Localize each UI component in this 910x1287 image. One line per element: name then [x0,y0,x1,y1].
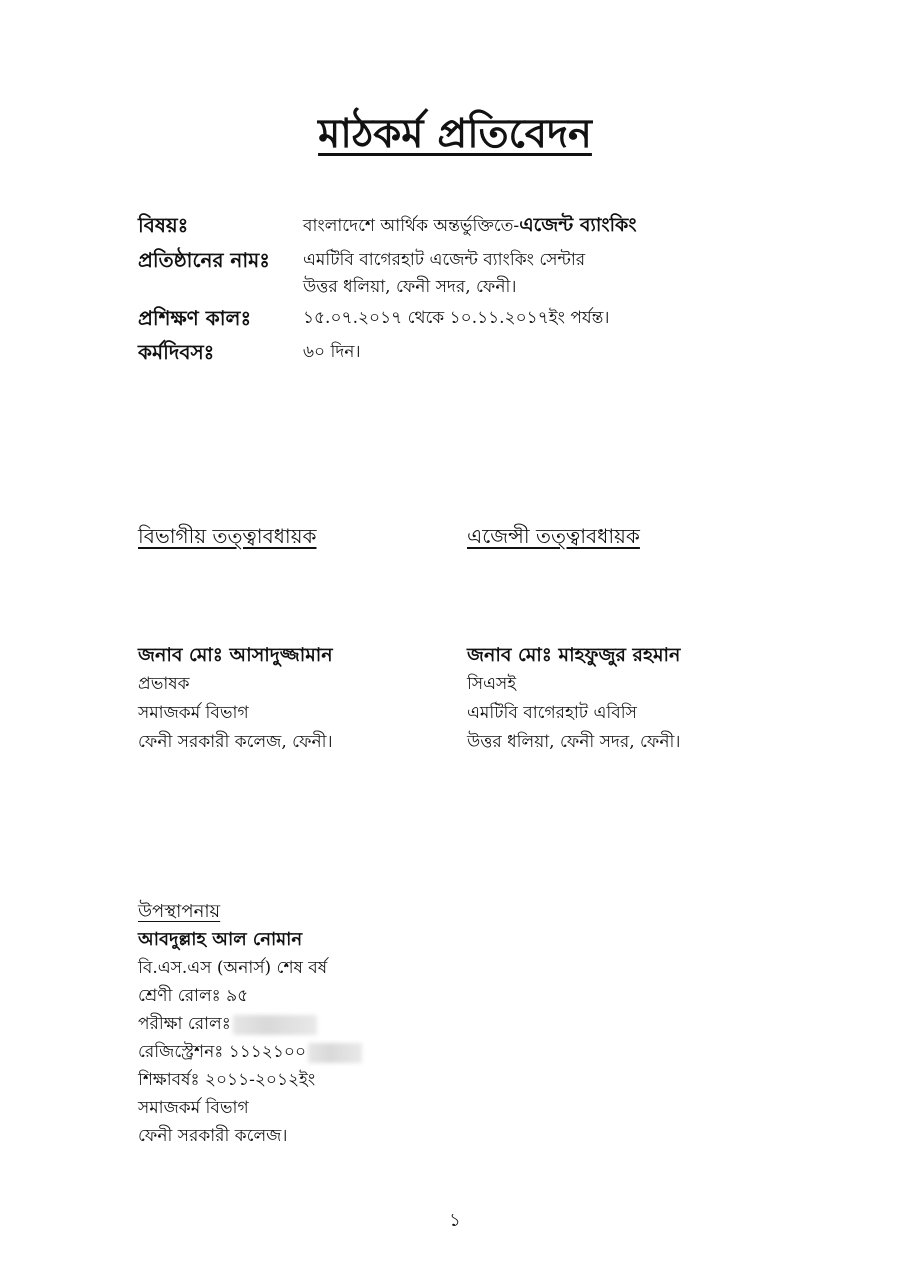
departmental-supervisor-institution: ফেনী সরকারী কলেজ, ফেনী। [138,732,333,752]
presenter-name: আবদুল্লাহ আল নোমান [138,929,303,950]
presenter-institution: ফেনী সরকারী কলেজ। [138,1126,288,1146]
presenter-registration [138,1038,538,1066]
agency-supervisor-address: উত্তর ধলিয়া, ফেনী সদর, ফেনী। [467,732,681,752]
departmental-supervisor-designation: প্রভাষক [138,674,190,694]
subject-value-plain: বাংলাদেশে আর্থিক অন্তর্ভুক্তিতে- [303,216,520,236]
departmental-supervisor-name: জনাব মোঃ আসাদুজ্জামান [138,644,333,666]
institution-row [138,243,818,301]
agency-supervisor-designation: সিএসই [467,674,517,694]
departmental-supervisor-department: সমাজকর্ম বিভাগ [138,703,249,723]
subject-value [303,208,818,243]
agency-supervisor-heading: এজেন্সী তত্ত্বাবধায়ক [467,524,640,548]
departmental-supervisor-heading: বিভাগীয় তত্ত্বাবধায়ক [138,524,317,548]
agency-supervisor-organization: এমটিবি বাগেরহাট এবিসি [467,703,637,723]
institution-name: এমটিবি বাগেরহাট এজেন্ট ব্যাংকিং সেন্টার [303,250,586,270]
presenter-registration-text: রেজিস্ট্রেশনঃ ১১১২১০০ [138,1042,306,1062]
redacted-registration [308,1043,362,1063]
training-period-row [138,301,818,335]
institution-value [303,243,818,301]
departmental-supervisor [138,520,458,752]
agency-supervisor-details [467,640,807,757]
agency-supervisor [467,520,787,752]
agency-supervisor-name: জনাব মোঃ মাহফুজুর রহমান [467,644,681,666]
training-period-value: ১৫.০৭.২০১৭ থেকে ১০.১১.২০১৭ইং পর্যন্ত। [303,308,610,328]
report-info-block [138,208,818,369]
presenter-block [138,898,538,1150]
presenter-heading: উপস্থাপনায় [138,901,221,922]
page-title: মাঠকর্ম প্রতিবেদন [318,110,592,157]
redacted-exam-roll [233,1015,317,1035]
institution-address: উত্তর ধলিয়া, ফেনী সদর, ফেনী। [303,277,517,297]
subject-row [138,208,818,243]
subject-value-bold: এজেন্ট ব্যাংকিং [519,214,637,236]
presenter-course: বি.এস.এস (অনার্স) শেষ বর্ষ [138,958,328,978]
presenter-session: শিক্ষাবর্ষঃ ২০১১-২০১২ইং [138,1070,316,1090]
departmental-supervisor-details [138,640,478,757]
workdays-value: ৬০ দিন। [303,342,361,362]
workdays-label: কর্মদিবসঃ [138,340,215,364]
presenter-exam-roll [138,1010,538,1038]
presenter-exam-roll-label: পরীক্ষা রোলঃ [138,1014,231,1034]
institution-label: প্রতিষ্ঠানের নামঃ [138,248,270,272]
presenter-class-roll: শ্রেণী রোলঃ ৯৫ [138,986,249,1006]
subject-label: বিষয়ঃ [138,213,189,237]
page-number: ১ [449,1210,461,1231]
training-period-label: প্রশিক্ষণ কালঃ [138,306,252,330]
presenter-department: সমাজকর্ম বিভাগ [138,1098,249,1118]
workdays-row [138,335,818,369]
